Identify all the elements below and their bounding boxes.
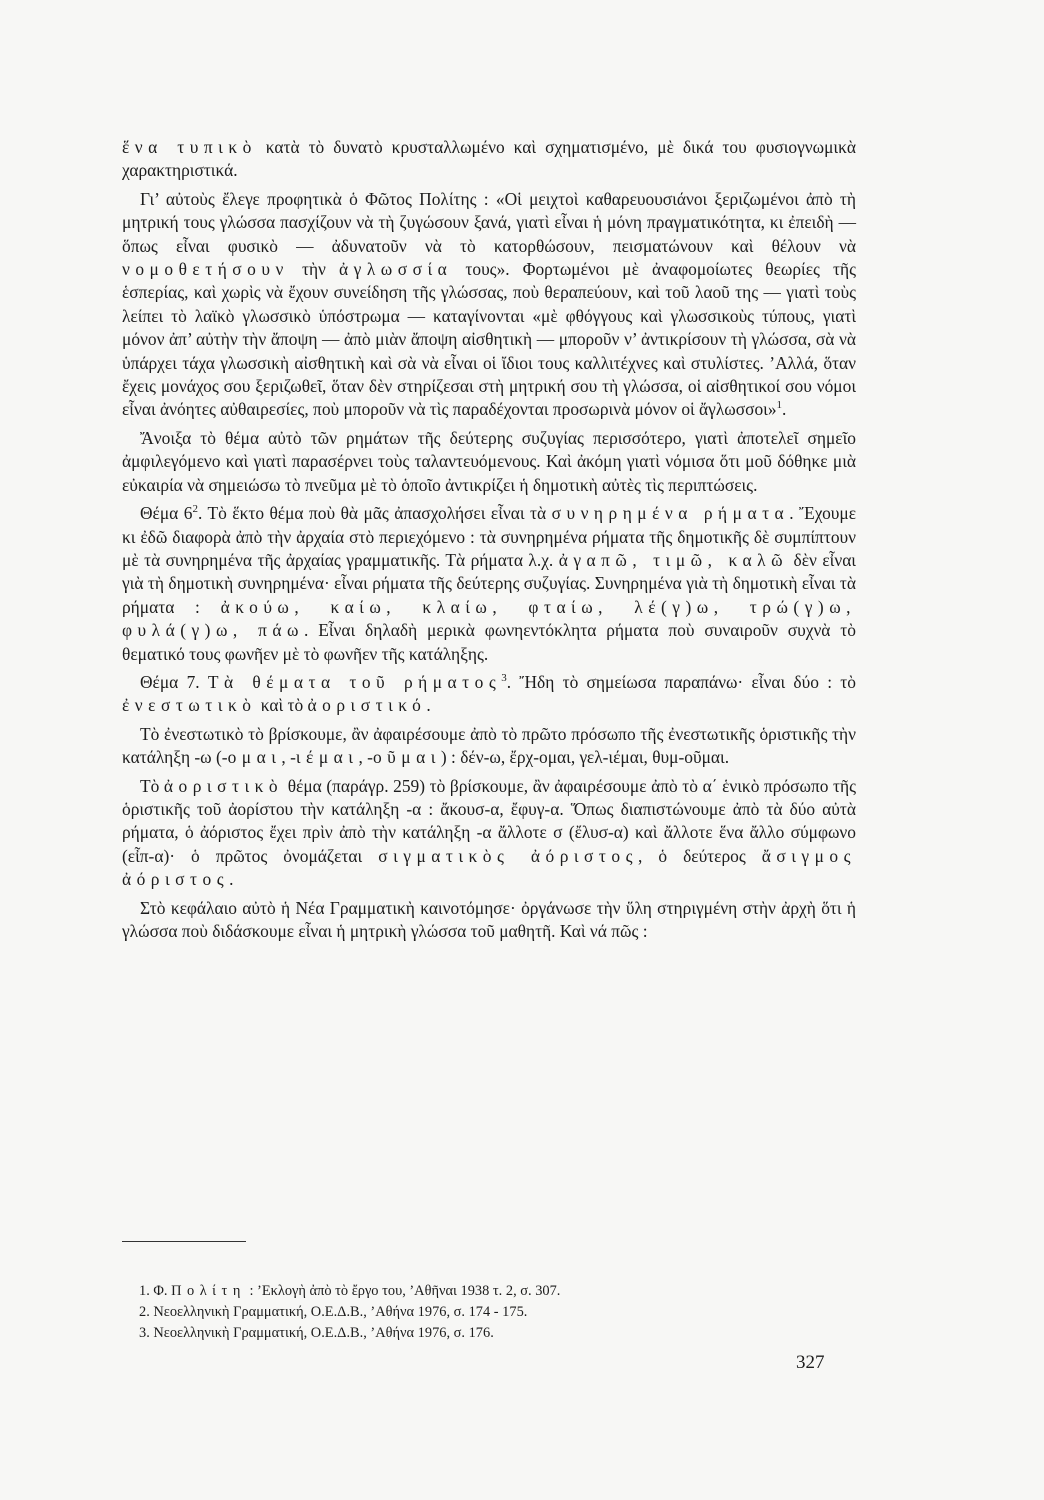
paragraph	[122, 671, 856, 718]
text-run: .	[229, 869, 234, 890]
text-run: Στὸ κεφάλαιο αὐτὸ ἡ Νέα Γραμματικὴ καινοτόμησε· ὀργάνωσε τὴν ὕλη στηριγμένη στὴν ἀρχὴ ὅτι ἡ γλώσσα ποὺ διδάσκουμε εἶναι ἡ μητρικὴ γλώσσα τοῦ μαθητῆ. Καὶ νά πῶς :	[122, 897, 856, 941]
text-run: 3. Νεοελληνικὴ Γραμματική, Ο.Ε.Δ.Β., ’Αθήνα 1976, σ. 176.	[139, 1325, 494, 1341]
spaced-emphasis: Τὰ θέματα τοῦ ρήματος	[207, 671, 502, 692]
page-number: 327	[796, 1352, 825, 1373]
text-run: θέμα (παράγρ. 259) τὸ βρίσκουμε, ἂν ἀφαιρέσουμε ἀπὸ τὸ α΄ ἑνικὸ πρόσωπο τῆς ὁριστικῆς τοῦ ἀορίστου τὴν κατάληξη -α : ἄκουσ-α, ἔφυγ-α. Ὅπως διαπιστώνουμε ἀπὸ τὰ δύο αὐτὰ ρήματα, ὁ ἀόριστος ἔχει πρὶν ἀπὸ τὴν κατάληξη -α ἄλλοτε σ (ἔλυσ-α) καὶ ἄλλοτε ἕνα ἄλλο σύμφωνο (εἶπ-α)· ὁ πρῶτος ὀνομάζεται	[122, 775, 856, 866]
spaced-emphasis: ἀκούω, καίω, κλαίω, φταίω, λέ(γ)ω, τρώ(γ)ω, φυλά(γ)ω, πάω	[122, 596, 856, 641]
spaced-emphasis: ἀοριστικὸ	[163, 775, 284, 796]
spaced-emphasis: Πολίτη	[171, 1283, 246, 1299]
text-run: 2. Νεοελληνικὴ Γραμματική, Ο.Ε.Δ.Β., ’Αθήνα 1976, σ. 174 - 175.	[139, 1304, 528, 1320]
spaced-emphasis: ἀγαπῶ, τιμῶ, καλῶ	[558, 549, 789, 570]
paragraph	[122, 502, 856, 666]
text-run: Τὸ ἐνεστωτικὸ τὸ βρίσκουμε, ἂν ἀφαιρέσουμε ἀπὸ τὸ πρῶτο πρόσωπο τῆς ἐνεστωτικῆς ὁριστικῆς τὴν κατάληξη -ω (-	[122, 723, 856, 768]
spaced-emphasis: ἀοριστικό	[307, 695, 427, 716]
paragraph	[122, 775, 856, 892]
spaced-emphasis: ἐνεστωτικὸ	[122, 695, 257, 716]
spaced-emphasis: συνηρημένα ρήματα	[551, 503, 790, 524]
paragraph	[122, 897, 856, 944]
text-run: κατὰ τὸ δυνατὸ κρυσταλλωμένο καὶ σχηματισμένο, μὲ δικά του φυσιογνωμικὰ χαρακτηριστικά.	[122, 137, 856, 181]
spaced-emphasis: νομοθετήσουν	[122, 259, 289, 280]
spaced-emphasis: ἄσιγμος ἀόριστος	[122, 845, 856, 890]
text-run: ) : δέν-ω, ἔρχ-ομαι, γελ-ιέμαι, θυμ-οῦμαι.	[440, 747, 730, 768]
text-run: . Εἶναι δηλαδὴ μερικὰ φωνηεντόκλητα ρήματα ποὺ συναιροῦν συχνὰ τὸ θεματικό τους φωνῆεν μὲ τὸ φωνῆεν τῆς κατάληξης.	[122, 620, 856, 664]
text-run: , ὁ δεύτερος	[638, 845, 762, 866]
text-run: .	[782, 399, 787, 420]
footnote-ref: 1	[776, 399, 783, 412]
text-run: , -	[281, 747, 296, 768]
footnote	[139, 1323, 839, 1344]
text-run: τους». Φορτωμένοι μὲ ἀναφομοίωτες θεωρίες τῆς ἑσπερίας, καὶ χωρὶς νὰ ἔχουν συνείδηση τῆς γλώσσας, ποὺ θεραπεύουν, καὶ τοῦ λαοῦ της — γιατὶ τοὺς λείπει τὸ λαϊκὸ γλωσσικὸ ὑπόστρωμα — καταγίνονται «μὲ φθόγγους καὶ γλωσσικοὺς τύπους, γιατὶ μόνον ἀπ’ αὐτὴν τὴν ἄποψη — ἀπὸ μιὰν ἄποψη αἰσθητικὴ — μποροῦν ν’ ἀντικρίσουν τὴ γλώσσα, σὰ νὰ ὑπάρχει τάχα γλωσσικὴ αἰσθητικὴ καὶ σὰ νὰ εἶναι οἱ ἴδιοι τους καλλιτέχνες καὶ στυλίστες. ’Αλλά, ὅταν ἔχεις μονάχος σου ξεριζωθεῖ, ὅταν δὲν στηρίζεσαι στὴ μητρική σου τὴ γλώσσα, οἱ αἰσθητικοί σου νόμοι εἶναι ἀνόητες αὐθαιρεσίες, ποὺ μποροῦν νὰ τὶς παραδέχονται προσωρινὰ μόνον οἱ ἄγλωσσοι»	[122, 259, 856, 420]
text-run: . Ἔχουμε κι ἐδῶ διαφορὰ ἀπὸ τὴν ἀρχαία στὸ περιεχόμενο : τὰ συνηρημένα ρήματα τῆς δημοτικῆς δὲ συμπίπτουν μὲ τὰ συνηρημένα τῆς ἀρχαίας γραμματικῆς. Τὰ ρήματα λ.χ.	[122, 503, 857, 570]
spaced-emphasis: ομαι	[227, 747, 282, 768]
text-run: δὲν εἶναι γιὰ τὴ δημοτικὴ συνηρημένα· εἶναι ρήματα τῆς δεύτερης συζυγίας. Συνηρημένα γιὰ τὴ δημοτικὴ εἶναι τὰ ρήματα :	[122, 549, 856, 617]
text-run: Θέμα 6	[140, 503, 193, 524]
footnote	[139, 1281, 839, 1302]
text-run: : ’Εκλογὴ ἀπὸ τὸ ἔργο του, ’Αθῆναι 1938 τ. 2, σ. 307.	[245, 1283, 561, 1299]
text-run: , -	[358, 747, 373, 768]
text-run: . Ἤδη τὸ σημείωσα παραπάνω· εἶναι δύο : τὸ	[506, 671, 856, 692]
text-run: Γι’ αὐτοὺς ἔλεγε προφητικὰ ὁ Φῶτος Πολίτης : «Οἱ μειχτοὶ καθαρευουσιάνοι ξεριζωμένοι ἀπὸ τὴ μητρική τους γλώσσα πασχίζουν νὰ τὴ ζυγώσουν ξανά, γιατὶ εἶναι ἡ μόνη πραγματικότητα, κι ἐπειδὴ — ὅπως εἶναι φυσικὸ — ἀδυνατοῦν νὰ τὸ κατορθώσουν, πεισματώνουν καὶ θέλουν νὰ	[122, 188, 856, 256]
paragraph	[122, 188, 856, 422]
text-run: 1. Φ.	[139, 1283, 172, 1299]
spaced-emphasis: σιγματικὸς ἀόριστος	[378, 845, 639, 866]
spaced-emphasis: οῦμαι	[372, 747, 441, 768]
spaced-emphasis: ἕνα τυπικὸ	[122, 137, 257, 157]
text-run: τὴν	[288, 259, 340, 280]
footnote	[139, 1302, 839, 1323]
footnotes	[139, 1281, 839, 1344]
paragraph	[122, 427, 856, 497]
paragraph	[122, 723, 856, 770]
footnote-ref: 2	[192, 503, 198, 516]
paragraph	[122, 136, 856, 183]
text-run: Ἄνοιξα τὸ θέμα αὐτὸ τῶν ρημάτων τῆς δεύτερης συζυγίας περισσότερο, γιατὶ ἀποτελεῖ σημεῖο ἀμφιλεγόμενο καὶ γιατὶ παρασέρνει τοὺς ταλαντευόμενους. Καὶ ἀκόμη γιατὶ νόμισα ὅτι μοῦ δόθηκε μιὰ εὐκαιρία νὰ σημειώσω τὸ πνεῦμα μὲ τὸ ὁποῖο ἀντικρίζει ἡ δημοτικὴ αὐτὲς τὶς περιπτώσεις.	[122, 427, 856, 495]
text-run: .	[426, 695, 431, 716]
text-run: Τὸ	[140, 775, 164, 796]
footnote-rule	[122, 1241, 246, 1242]
body-text	[122, 136, 856, 943]
spaced-emphasis: ιέμαι	[295, 747, 359, 768]
text-run: καὶ τὸ	[256, 695, 308, 716]
footnote-ref: 3	[501, 672, 507, 685]
text-run: Θέμα 7.	[140, 671, 208, 692]
text-run: . Τὸ ἕκτο θέμα ποὺ θὰ μᾶς ἀπασχολήσει εἶναι τὰ	[197, 503, 552, 524]
spaced-emphasis: ἀγλωσσία	[339, 259, 453, 280]
